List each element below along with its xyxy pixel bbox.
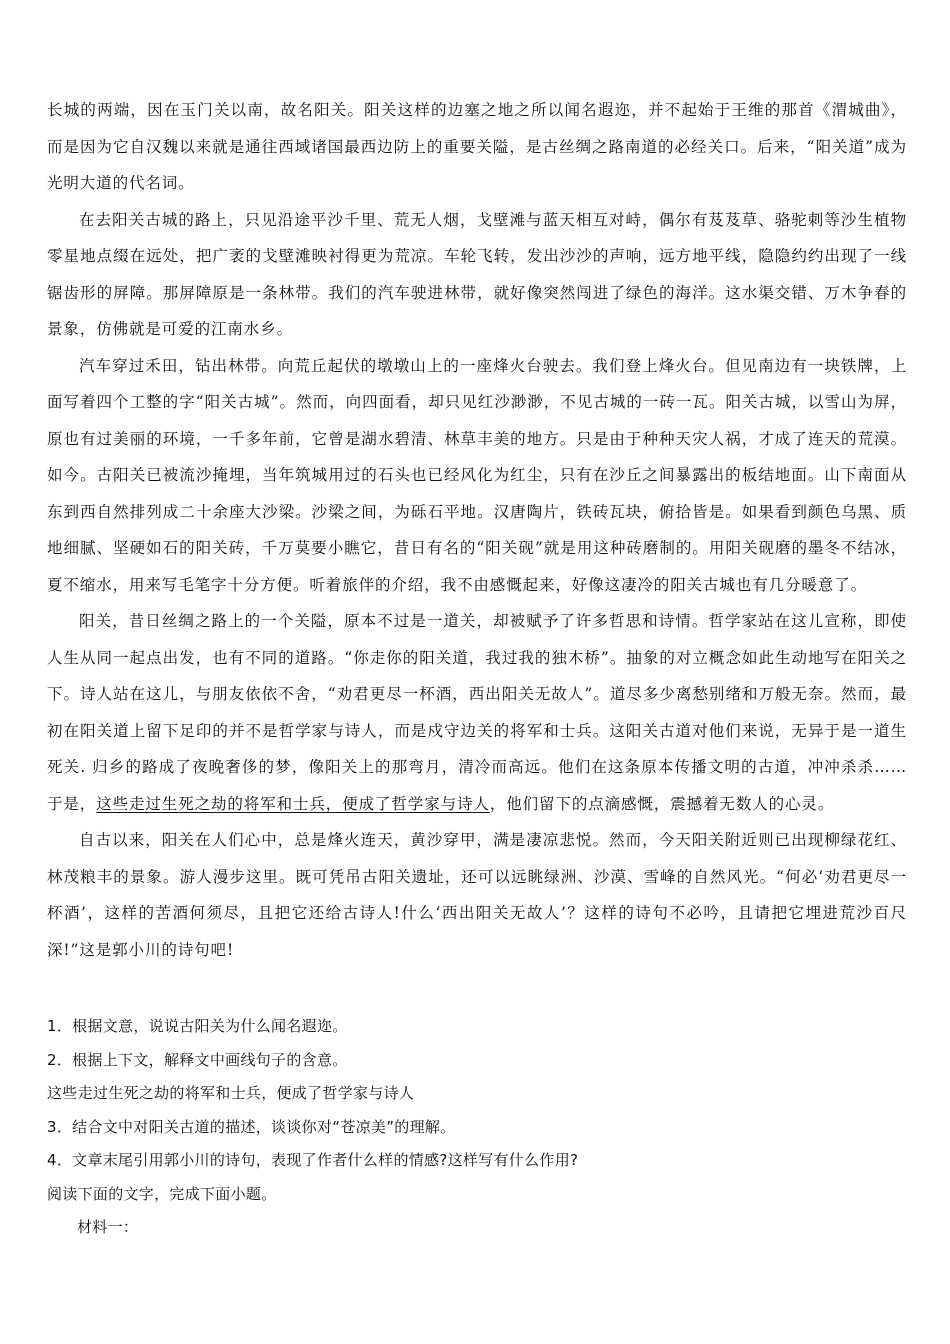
question-1: 1．根据文意，说说古阳关为什么闻名遐迩。: [47, 1017, 348, 1035]
paragraph-5: 自古以来，阳关在人们心中，总是烽火连天，黄沙穿甲，满是凄凉悲悦。然而，今天阳关附近则已出现柳绿花红、林茂粮丰的景象。游人漫步这里。既可凭吊古阳关遗址，还可以远眺绿洲、沙漠、雪峰的自然风光。“何必‘劝君更尽一杯酒’，这样的苦酒何须尽，且把它还给古诗人!什么‘西出阳关无故人’？这样的诗句不必吟，且请把它埋进荒沙百尺深!”这是郭小川的诗句吧!: [47, 831, 907, 959]
paragraph-4: [47, 603, 907, 822]
question-2-quote: 这些走过生死之劫的将军和士兵，便成了哲学家与诗人: [47, 1084, 415, 1102]
paragraph-4-text-start: 阳关，昔日丝绸之路上的一个关隘，原本不过是一道关，却被赋予了许多哲思和诗情。哲学家站在这儿宣称，即使人生从同一起点出发，也有不同的道路。“你走你的阳关道，我过我的独木桥”。抽象的对立概念如此生动地写在阳关之下。诗人站在这儿，与朋友依依不舍，“劝君更尽一杯酒，西出阳关无故人”。道尽多少离愁别绪和万般无奈。然而，最初在阳关道上留下足印的并不是哲学家与诗人，而是戍守边关的将军和士兵。这阳关古道对他们来说，无异于是一道生死关. 归乡的路成了夜晚奢侈的梦，像阳关上的那弯月，清冷而高远。他们在这条原本传播文明的古道，冲冲杀杀……于是，: [47, 612, 907, 813]
underlined-sentence: 这些走过生死之劫的将军和士兵，便成了哲学家与诗人: [96, 794, 490, 813]
paragraph-3: 汽车穿过禾田，钻出林带。向荒丘起伏的墩墩山上的一座烽火台驶去。我们登上烽火台。但见南边有一块铁牌，上面写着四个工整的字“阳关古城”。然而，向四面看，却只见红沙渺渺，不见古城的一砖一瓦。阳关古城，以雪山为屏，原也有过美丽的环境，一千多年前，它曾是湖水碧清、林草丰美的地方。只是由于种种天灾人祸，才成了连天的荒漠。如今。古阳关已被流沙掩埋，当年筑城用过的石头也已经风化为红尘，只有在沙丘之间暴露出的板结地面。山下南面从东到西自然排列成二十余座大沙梁。沙梁之间，为砾石平地。汉唐陶片，铁砖瓦块，俯拾皆是。如果看到颜色乌黑、质地细腻、坚硬如石的阳关砖，千万莫要小瞧它，昔日有名的“阳关砚”就是用这种砖磨制的。用阳关砚磨的墨冬不结冰，夏不缩水，用来写毛笔字十分方便。听着旅伴的介绍，我不由感慨起来，好像这凄冷的阳关古城也有几分暖意了。: [47, 356, 907, 594]
question-2: 2．根据上下文，解释文中画线句子的含意。: [47, 1050, 348, 1069]
reading-instruction: 阅读下面的文字，完成下面小题。: [47, 1184, 277, 1203]
paragraph-4-text-end: ，他们留下的点滴感慨，震撼着无数人的心灵。: [489, 794, 835, 813]
article-body: [47, 92, 907, 968]
paragraph-2: 在去阳关古城的路上，只见沿途平沙千里、荒无人烟，戈壁滩与蓝天相互对峙，偶尔有芨芨草、骆驼刺等沙生植物零星地点缀在远处，把广袤的戈壁滩映衬得更为荒凉。车轮飞转，发出沙沙的声响，远方地平线，隐隐约约出现了一线锯齿形的屏障。那屏障原是一条林带。我们的汽车驶进林带，就好像突然闯进了绿色的海洋。这水渠交错、万木争春的景象，仿佛就是可爱的江南水乡。: [47, 210, 907, 338]
question-section: [47, 1010, 907, 1245]
material-label: 材料一：: [77, 1218, 139, 1236]
question-4: 4．文章末尾引用郭小川的诗句，表现了作者什么样的情感?这样写有什么作用?: [47, 1151, 579, 1169]
paragraph-1: 长城的两端，因在玉门关以南，故名阳关。阳关这样的边塞之地之所以闻名遐迩，并不起始于王维的那首《渭城曲》，而是因为它自汉魏以来就是通往西域诸国最西边防上的重要关隘，是古丝绸之路南道的必经关口。后来，“阳关道”成为光明大道的代名词。: [47, 101, 907, 192]
question-3: 3．结合文中对阳关古道的描述，谈谈你对“苍凉美”的理解。: [47, 1117, 456, 1136]
